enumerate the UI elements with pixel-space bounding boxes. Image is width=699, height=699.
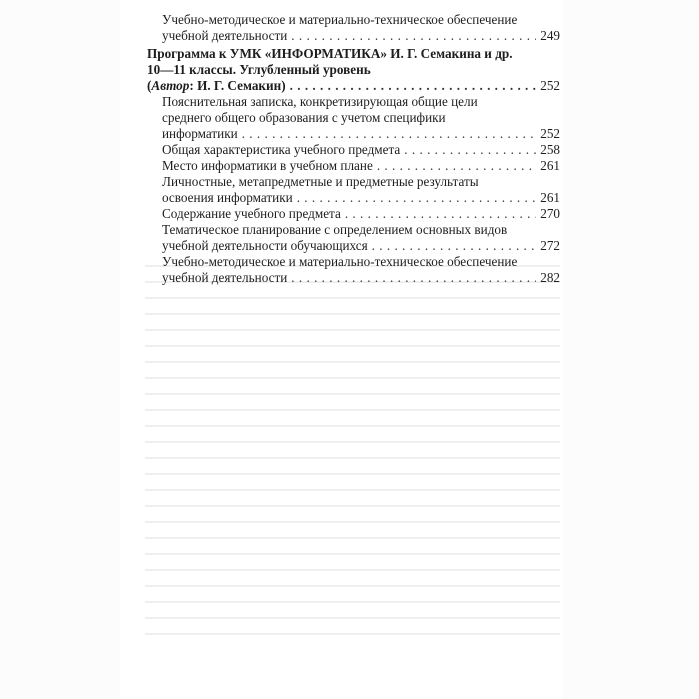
toc-entry-title-end: учебной деятельности обучающихся [162,238,368,253]
page-number: 252 [540,126,560,141]
toc-entry-last-line [162,206,560,222]
toc-entry-line: Личностные, метапредметные и предметные результаты [162,174,479,189]
page-number: 270 [540,206,560,221]
page-number: 282 [540,270,560,285]
page-number: 252 [540,78,560,93]
toc-entry-title-end: учебной деятельности [162,28,288,43]
page-number: 261 [540,158,560,173]
toc-entry-title-end: информатики [162,126,238,141]
toc-entry[interactable] [147,94,560,142]
toc-entry-line: Учебно-методическое и материально-техническое обеспечение [162,12,518,27]
author-label: Автор [151,78,190,93]
toc-entry-last-line [162,126,560,142]
toc-entry[interactable] [147,174,560,206]
toc-entry-last-line [162,270,560,286]
page-number: 249 [540,28,560,43]
toc-entry-title-end [147,78,286,94]
toc-entry[interactable] [147,12,560,44]
toc-entry-line: Программа к УМК «ИНФОРМАТИКА» И. Г. Семакина и др. [147,46,513,61]
dot-leader [290,78,537,94]
toc-entry-last-line [162,28,560,44]
toc-entry-title-end: освоения информатики [162,190,293,205]
dot-leader [291,28,536,44]
dot-leader [291,270,536,286]
toc-entry[interactable] [147,254,560,286]
dot-leader [345,206,536,222]
dot-leader [404,142,536,158]
toc-entry[interactable] [147,158,560,174]
dot-leader [297,190,537,206]
toc-entry-last-line [162,190,560,206]
page-number: 272 [540,238,560,253]
toc-entry-last-line [162,142,560,158]
toc-entry-title-end: учебной деятельности [162,270,288,285]
dot-leader [372,238,537,254]
toc-entry-last-line [162,238,560,254]
toc-entry-last-line [162,158,560,174]
toc-entry-line: Пояснительная записка, конкретизирующая общие цели [162,94,478,109]
dot-leader [242,126,537,142]
dot-leader [377,158,536,174]
toc-entry-title-end: Общая характеристика учебного предмета [162,142,401,157]
toc-entry-line: Тематическое планирование с определением основных видов [162,222,508,237]
toc-entry[interactable] [147,142,560,158]
page-number: 258 [540,142,560,157]
toc-entry-last-line [147,78,560,94]
toc-entry-line: 10—11 классы. Углубленный уровень [147,62,371,77]
toc-entry-line: Учебно-методическое и материально-техническое обеспечение [162,254,518,269]
paren-open: ( [147,78,152,93]
page-number: 261 [540,190,560,205]
toc-entry-title-end: Место информатики в учебном плане [162,158,373,173]
toc-entry[interactable] [147,222,560,254]
author-name: : И. Г. Семакин) [189,78,286,93]
table-of-contents [147,12,560,286]
toc-entry-title-end: Содержание учебного предмета [162,206,341,221]
toc-entry[interactable] [147,206,560,222]
toc-entry-line: среднего общего образования с учетом специфики [162,110,446,125]
toc-section-heading[interactable] [147,46,560,94]
